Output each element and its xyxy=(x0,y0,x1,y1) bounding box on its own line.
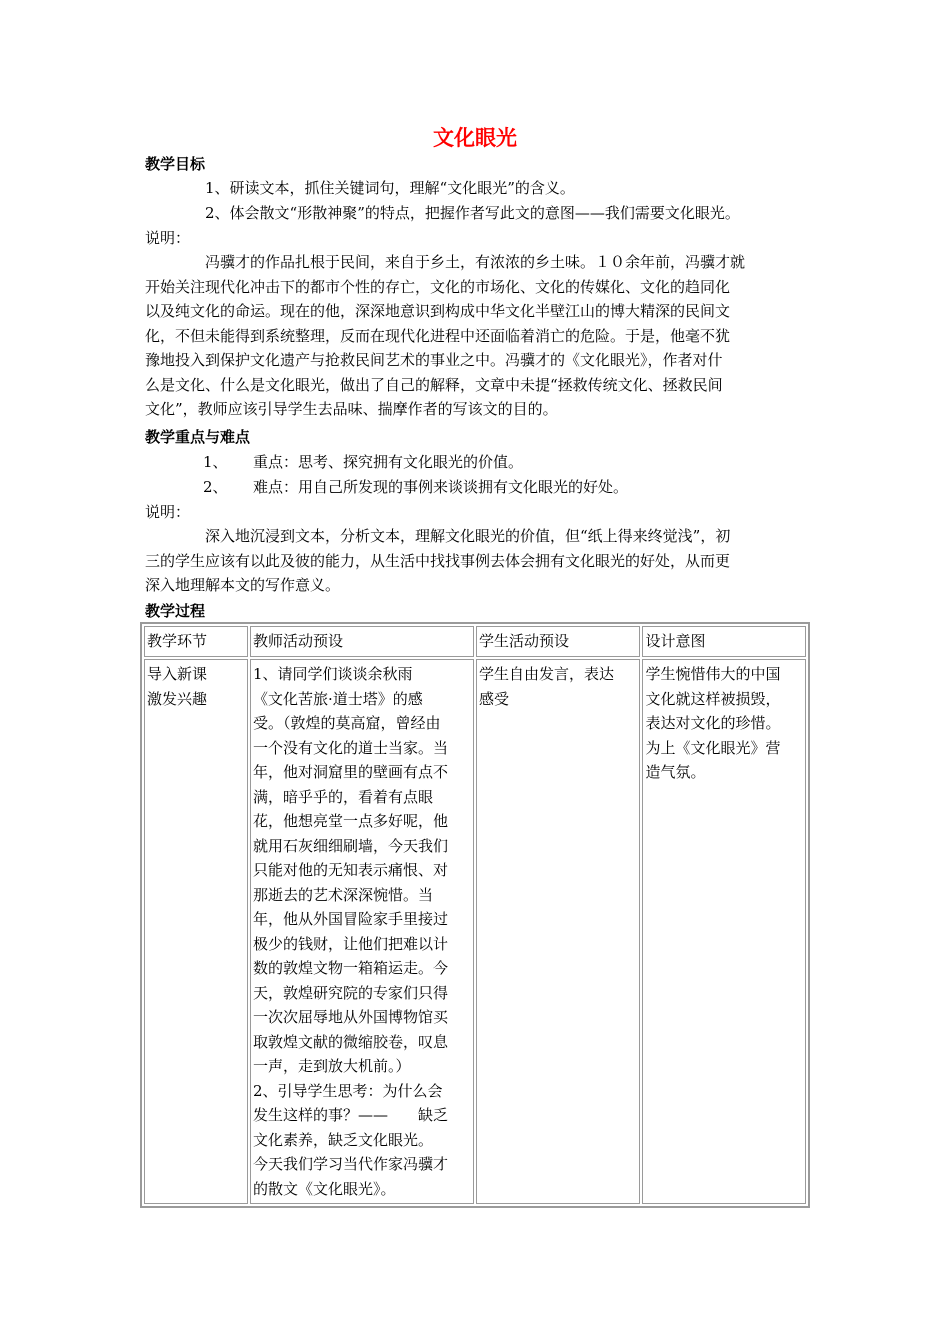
cell-line: 受。（敦煌的莫高窟，曾经由 xyxy=(252,714,441,732)
cell-line: 那逝去的艺术深深惋惜。当 xyxy=(252,885,433,904)
paragraph-line: 以及纯文化的命运。现在的他，深深地意识到构成中华文化半壁江山的博大精深的民间文 xyxy=(145,302,731,320)
focus-note-label: 说明： xyxy=(145,503,191,521)
cell-line: 1、请同学们谈谈余秋雨 xyxy=(252,665,413,683)
cell-line: 激发兴趣 xyxy=(147,689,208,708)
paragraph-line: 化，不但未能得到系统整理，反而在现代化进程中还面临着消亡的危险。于是，他毫不犹 xyxy=(145,326,731,345)
cell-line: 《文化苦旅·道士塔》的感 xyxy=(252,689,423,708)
cell-line: 2、引导学生思考：为什么会 xyxy=(252,1081,443,1100)
goal-item-2: 2、体会散文“形散神聚”的特点，把握作者写此文的意图——我们需要文化眼光。 xyxy=(205,204,740,222)
goal-item-1: 1、研读文本，抓住关键词句，理解“文化眼光”的含义。 xyxy=(205,179,575,197)
cell-line: 文化就这样被损毁， xyxy=(645,689,781,708)
focus-item-text: 重点：思考、探究拥有文化眼光的价值。 xyxy=(253,453,524,471)
focus-item-number: 2、 xyxy=(203,478,228,496)
cell-line: 取敦煌文献的微缩胶卷，叹息 xyxy=(252,1032,448,1051)
cell-line: 只能对他的无知表示痛恨、对 xyxy=(252,861,448,879)
cell-line: 年，他从外国冒险家手里接过 xyxy=(252,910,448,928)
cell-line: 数的敦煌文物一箱箱运走。今 xyxy=(252,959,448,977)
cell-line: 今天我们学习当代作家冯骥才 xyxy=(252,1155,448,1173)
goals-heading: 教学目标 xyxy=(145,155,206,173)
paragraph-line: 冯骥才的作品扎根于民间，来自于乡土，有浓浓的乡土味。１０余年前，冯骥才就 xyxy=(205,253,746,271)
column-header: 设计意图 xyxy=(642,626,806,657)
table-header-row xyxy=(144,626,806,657)
cell-line: 的散文《文化眼光》。 xyxy=(252,1179,396,1198)
goals-note-label: 说明： xyxy=(145,229,191,247)
cell-line: 学生惋惜伟大的中国 xyxy=(645,665,781,683)
stage-cell xyxy=(144,659,248,1204)
focus-note-paragraph xyxy=(145,524,810,598)
focus-item-2 xyxy=(203,476,628,497)
paragraph-line: 豫地投入到保护文化遗产与抢救民间艺术的事业之中。冯骥才的《文化眼光》，作者对什 xyxy=(145,351,723,369)
teacher-activity-cell xyxy=(250,659,474,1204)
cell-line: 满，暗乎乎的，看着有点眼 xyxy=(252,787,433,806)
page-title: 文化眼光 xyxy=(433,126,517,150)
cell-line: 表达对文化的珍惜。 xyxy=(645,714,781,732)
focus-item-number: 1、 xyxy=(203,453,228,471)
column-header: 教师活动预设 xyxy=(250,626,474,657)
focus-heading: 教学重点与难点 xyxy=(145,428,251,446)
column-header: 学生活动预设 xyxy=(476,626,641,657)
lesson-table xyxy=(140,622,810,1208)
cell-line: 一次次屈辱地从外国博物馆买 xyxy=(252,1008,448,1026)
design-intent-cell xyxy=(642,659,806,1204)
paragraph-line: 开始关注现代化冲击下的都市个性的存亡，文化的市场化、文化的传媒化、文化的趋同化 xyxy=(145,277,731,296)
cell-line: 一声，走到放大机前。） xyxy=(252,1057,411,1075)
paragraph-line: 么是文化、什么是文化眼光，做出了自己的解释，文章中未提“拯救传统文化、拯救民间 xyxy=(145,375,723,394)
cell-line: 文化素养，缺乏文化眼光。 xyxy=(252,1130,433,1149)
cell-line: 天，敦煌研究院的专家们只得 xyxy=(252,983,448,1002)
column-header: 教学环节 xyxy=(144,626,248,657)
focus-item-text: 难点：用自己所发现的事例来谈谈拥有文化眼光的好处。 xyxy=(253,478,629,496)
cell-line: 极少的钱财，让他们把难以计 xyxy=(252,934,448,953)
goals-note-paragraph xyxy=(145,250,810,422)
cell-line: 花，他想亮堂一点多好呢，他 xyxy=(252,812,448,830)
paragraph-line: 深入地理解本文的写作意义。 xyxy=(145,576,341,594)
cell-line: 就用石灰细细刷墙，今天我们 xyxy=(252,836,448,855)
cell-line: 发生这样的事？—— 缺乏 xyxy=(252,1106,448,1124)
focus-item-1 xyxy=(203,451,523,472)
process-heading: 教学过程 xyxy=(145,602,206,620)
cell-line: 一个没有文化的道士当家。当 xyxy=(252,738,448,757)
cell-line: 学生自由发言，表达 xyxy=(478,665,614,683)
cell-line: 年，他对洞窟里的壁画有点不 xyxy=(252,763,448,781)
cell-line: 感受 xyxy=(478,689,509,708)
paragraph-line: 三的学生应该有以此及彼的能力，从生活中找找事例去体会拥有文化眼光的好处，从而更 xyxy=(145,551,731,570)
table-row xyxy=(144,659,806,1204)
cell-line: 导入新课 xyxy=(147,665,208,683)
cell-line: 为上《文化眼光》营 xyxy=(645,738,781,757)
paragraph-line: 深入地沉浸到文本，分析文本，理解文化眼光的价值，但“纸上得来终觉浅”，初 xyxy=(205,527,731,545)
cell-line: 造气氛。 xyxy=(645,763,706,781)
paragraph-line: 文化”，教师应该引导学生去品味、揣摩作者的写该文的目的。 xyxy=(145,400,558,418)
student-activity-cell xyxy=(476,659,641,1204)
